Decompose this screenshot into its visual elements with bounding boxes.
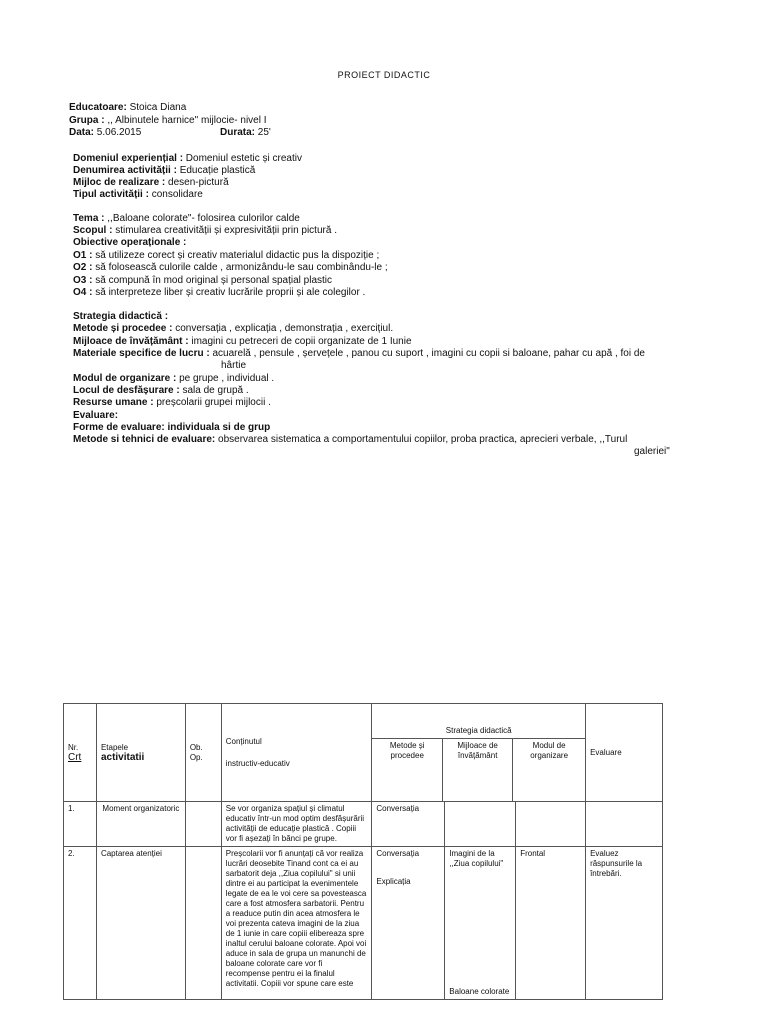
locul-label: Locul de desfășurare :: [73, 385, 180, 396]
row-modul: Frontal: [516, 847, 586, 1000]
o1-value: să utilizeze corect și creativ materialul didactic pus la dispoziție ;: [92, 250, 380, 261]
row-mijloace: [445, 847, 516, 1000]
denumire-label: Denumirea activității :: [73, 165, 177, 176]
materiale-line: [73, 348, 645, 360]
data-line: [69, 127, 141, 139]
o2-value: să folosească culorile calde , armonizându-le sau combinându-le ;: [92, 262, 388, 273]
durata-label: Durata:: [220, 127, 256, 138]
strategie-label: Strategia didactică :: [73, 311, 169, 322]
organizare-value: pe grupe , individual .: [176, 373, 275, 384]
o2-line: [73, 262, 388, 274]
educatoare-line: [69, 102, 186, 114]
tema-value: ,,Baloane colorate"- folosirea culorilor calde: [104, 213, 300, 224]
o1-label: O1 :: [73, 250, 93, 261]
o3-label: O3 :: [73, 275, 93, 286]
resurse-line: [73, 397, 271, 409]
table-header-row: [64, 704, 663, 802]
domeniu-value: Domeniul estetic și creativ: [183, 153, 302, 164]
metode-evaluare-value: observarea sistematica a comportamentului copiilor, proba practica, aprecieri verbale, ,,Turul: [215, 434, 628, 445]
evaluare-heading: [73, 410, 118, 422]
scop-label: Scopul :: [73, 225, 113, 236]
row-etapa: Captarea atenției: [96, 847, 185, 1000]
header-etape-label: Etapele: [100, 742, 129, 752]
header-continut2-label: instructiv-educativ: [225, 758, 290, 768]
mijloc-value: desen-pictură: [165, 177, 229, 188]
row-nr: 2.: [64, 847, 97, 1000]
educatoare-label: Educatoare:: [69, 102, 127, 113]
row-metode-1: Conversația: [376, 804, 420, 813]
row-metode: [372, 802, 445, 847]
row-metode: [372, 847, 445, 1000]
domeniu-line: [73, 153, 302, 165]
row-nr: 1.: [64, 802, 97, 847]
evaluare-label: Evaluare:: [73, 410, 119, 421]
metode-value: conversația , explicația , demonstrația , exercițiul.: [172, 323, 394, 334]
grupa-line: [69, 115, 267, 127]
row-metode-1: Conversația: [376, 849, 420, 858]
scop-value: stimularea creativității și expresivității prin pictură .: [112, 225, 337, 236]
header-strategie-label: Strategia didactică: [445, 726, 512, 735]
table-row: [64, 847, 663, 1000]
durata-line: [220, 127, 271, 139]
obiective-heading: [73, 237, 186, 249]
locul-value: sala de grupă .: [179, 385, 249, 396]
row-ob: [185, 802, 221, 847]
header-etape: [96, 704, 185, 802]
forme-evaluare-line: [73, 422, 270, 434]
header-crt-label: Crt: [68, 751, 82, 763]
header-modul-label: Modul de organizare: [513, 739, 585, 802]
row-mijloace: [445, 802, 516, 847]
tip-line: [73, 189, 203, 201]
mijloace-label: Mijloace de învățământ :: [73, 336, 189, 347]
lesson-plan-table: [63, 703, 663, 1000]
row-ob: [185, 847, 221, 1000]
organizare-line: [73, 373, 274, 385]
row-etapa: Moment organizatoric: [96, 802, 185, 847]
materiale-continuation: hârtie: [221, 360, 247, 371]
scop-line: [73, 225, 337, 237]
header-mijloace-label: Mijloace de învățământ: [443, 739, 513, 802]
o1-line: [73, 250, 379, 262]
header-evaluare: [586, 704, 663, 802]
o3-line: [73, 275, 332, 287]
mijloace-value: imagini cu petreceri de copii organizate de 1 Iunie: [188, 336, 412, 347]
row-continut: Se vor organiza spațiul și climatul educativ într-un mod optim desfășurării activității de educație plastică . Copiii vor fi așezați în bănci pe grupe.: [221, 802, 372, 847]
metode-evaluare-line: [73, 434, 627, 446]
table-row: [64, 802, 663, 847]
header-activitatii-label: activitatii: [100, 751, 145, 763]
data-label: Data:: [69, 127, 95, 138]
strategie-heading: [73, 311, 168, 323]
mijloc-line: [73, 177, 229, 189]
header-evaluare-label: Evaluare: [590, 747, 622, 757]
row-mijloace-2: Baloane colorate: [449, 987, 510, 996]
row-continut: Preșcolarii vor fi anunțați că vor realiza lucrări deosebite Tinand cont ca ei au sarbatorit deja ,,Ziua copilului" si unii dintre ei au participat la evenimentele legate de ea le voi cere sa povesteasca care a fost atmosfera sarbatorii. Pentru a readuce putin din acea atmosfera le voi prezenta cateva imagini de la ziua de 1 iunie in care copiii elibereaza spre inaltul cerului baloane colorate. Apoi voi aduce in sala de grupa un manunchi de baloane colorate care vor fi recompense pentru ei la finalul activitatii. Copiii vor spune care este: [221, 847, 372, 1000]
document-title: PROIECT DIDACTIC: [337, 70, 431, 80]
tip-label: Tipul activității :: [73, 189, 149, 200]
denumire-line: [73, 165, 255, 177]
header-ob-op: [185, 704, 221, 802]
materiale-value: acuarelă , pensule , șervețele , panou cu suport , imagini cu copii si baloane, pahar cu apă , foi de: [209, 348, 645, 359]
metode-label: Metode și procedee :: [73, 323, 173, 334]
row-evaluare: [586, 802, 663, 847]
resurse-label: Resurse umane :: [73, 397, 154, 408]
o4-line: [73, 287, 365, 299]
denumire-value: Educație plastică: [176, 165, 256, 176]
obiective-label: Obiective operaționale :: [73, 237, 187, 248]
domeniu-label: Domeniul experiențial :: [73, 153, 184, 164]
metode-evaluare-label: Metode si tehnici de evaluare:: [73, 434, 216, 445]
row-mijloace-1: Imagini de la ,,Ziua copilului": [449, 849, 504, 868]
tema-label: Tema :: [73, 213, 105, 224]
header-strategie: [372, 704, 586, 802]
metode-line: [73, 323, 393, 335]
educatoare-value: Stoica Diana: [126, 102, 187, 113]
row-metode-2: Explicația: [376, 877, 411, 886]
o3-value: să compună în mod original și personal spațial plastic: [92, 275, 333, 286]
organizare-label: Modul de organizare :: [73, 373, 177, 384]
durata-value: 25': [255, 127, 271, 138]
row-evaluare: Evaluez răspunsurile la întrebări.: [586, 847, 663, 1000]
header-nr: [64, 704, 97, 802]
header-op-label: Op.: [189, 752, 203, 762]
header-nr-label: Nr.: [68, 742, 79, 752]
header-ob-label: Ob.: [189, 742, 203, 752]
grupa-value: ,, Albinutele harnice" mijlocie- nivel I: [104, 115, 267, 126]
forme-evaluare-label: Forme de evaluare: individuala si de grup: [73, 422, 271, 433]
header-continut: [221, 704, 372, 802]
metode-evaluare-continuation: galeriei": [634, 446, 670, 457]
tema-line: [73, 213, 300, 225]
resurse-value: preșcolarii grupei mijlocii .: [153, 397, 271, 408]
locul-line: [73, 385, 249, 397]
data-value: 5.06.2015: [94, 127, 142, 138]
o4-value: să interpreteze liber și creativ lucrările proprii și ale colegilor .: [92, 287, 366, 298]
mijloc-label: Mijloc de realizare :: [73, 177, 166, 188]
mijloace-line: [73, 336, 412, 348]
tip-value: consolidare: [148, 189, 203, 200]
o4-label: O4 :: [73, 287, 93, 298]
o2-label: O2 :: [73, 262, 93, 273]
header-metode-label: Metode și procedee: [372, 739, 442, 802]
grupa-label: Grupa :: [69, 115, 105, 126]
materiale-label: Materiale specifice de lucru :: [73, 348, 210, 359]
row-modul: [516, 802, 586, 847]
header-continut-label: Conținutul: [225, 736, 262, 746]
